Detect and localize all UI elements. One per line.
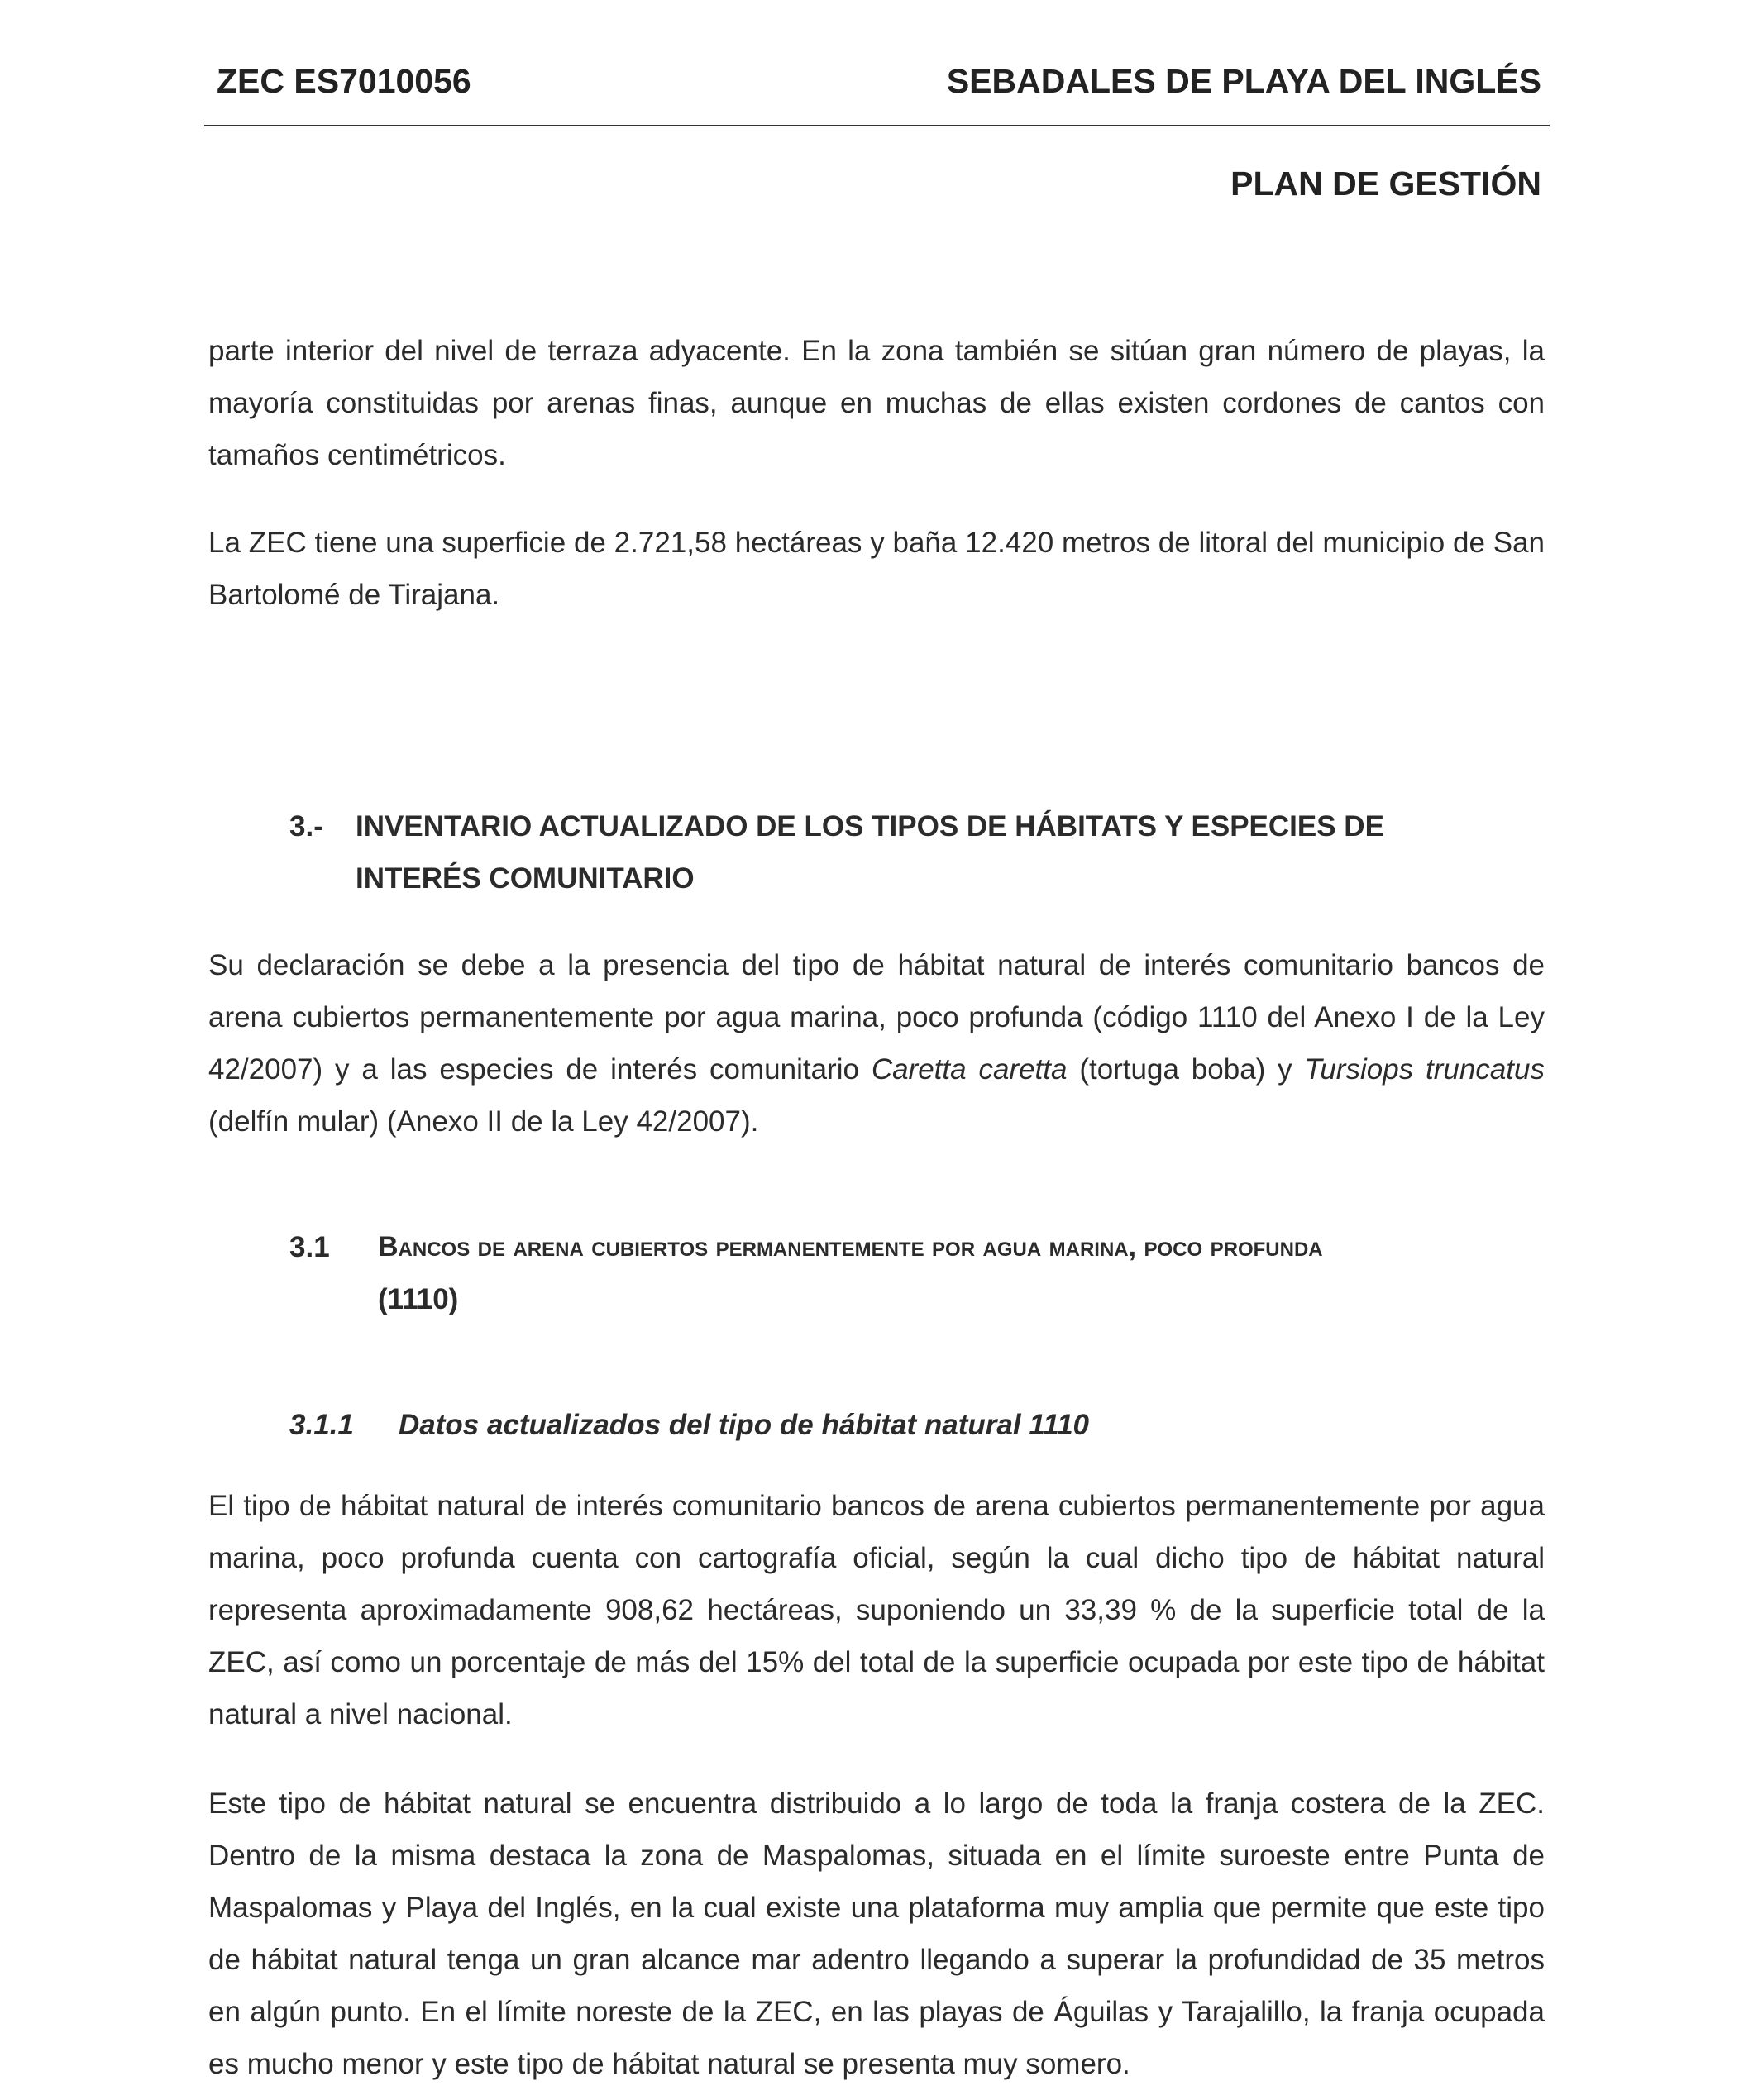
section-3-text-c: (delfín mular) (Anexo II de la Ley 42/2007). [208,1105,759,1138]
intro-paragraph-1: parte interior del nivel de terraza adyacente. En la zona también se sitúan gran número de playas, la mayoría constituidas por arenas finas, aunque en muchas de ellas existen cordones de cantos con tamaños centimétricos. [208,335,1545,471]
section-3-1-1-number: 3.1.1 [289,1409,354,1441]
header-code: ZEC ES7010056 [217,62,471,100]
section-3-1-number: 3.1 [289,1231,330,1263]
section-3-1-title-line-2: (1110) [378,1283,459,1315]
section-3-1-title-line-1: Bancos de arena cubiertos permanentemente por agua marina, poco profunda [378,1231,1323,1262]
section-3-1-1-title: Datos actualizados del tipo de hábitat natural 1110 [399,1409,1090,1441]
header-divider [204,125,1550,126]
section-3-title-line-2: INTERÉS COMUNITARIO [356,862,695,895]
header-title: SEBADALES DE PLAYA DEL INGLÉS [946,62,1541,100]
section-3-paragraph [208,939,1545,1148]
species-caretta: Caretta caretta [871,1053,1068,1086]
section-3-1-1-paragraph-1: El tipo de hábitat natural de interés comunitario bancos de arena cubiertos permanentemente por agua marina, poco profunda cuenta con cartografía oficial, según la cual dicho tipo de hábitat natural representa aproximadamente 908,62 hectáreas, suponiendo un 33,39 % de la superficie total de la ZEC, así como un porcentaje de más del 15% del total de la superficie ocupada por este tipo de hábitat natural a nivel nacional. [208,1490,1545,1730]
section-3-text-b: (tortuga boba) y [1067,1053,1305,1086]
section-3-text-a: Su declaración se debe a la presencia del tipo de hábitat natural de interés comunitario bancos de arena cubiertos permanentemente por agua marina, poco profunda (código 1110 del Anexo I de la Ley 42/2007) y a las especies de interés comunitario [208,949,1545,1086]
section-3-number: 3.- [289,810,323,842]
section-3-1-1-paragraph-2: Este tipo de hábitat natural se encuentra distribuido a lo largo de toda la franja costera de la ZEC. Dentro de la misma destaca la zona de Maspalomas, situada en el límite suroeste entre Punta de Maspalomas y Playa del Inglés, en la cual existe una plataforma muy amplia que permite que este tipo de hábitat natural tenga un gran alcance mar adentro llegando a superar la profundidad de 35 metros en algún punto. En el límite noreste de la ZEC, en las playas de Águilas y Tarajalillo, la franja ocupada es mucho menor y este tipo de hábitat natural se presenta muy somero. [208,1787,1545,2080]
intro-paragraph-2: La ZEC tiene una superficie de 2.721,58 hectáreas y baña 12.420 metros de litoral del municipio de San Bartolomé de Tirajana. [208,527,1545,611]
section-3-title-line-1: INVENTARIO ACTUALIZADO DE LOS TIPOS DE HÁBITATS Y ESPECIES DE [356,810,1384,842]
species-tursiops: Tursiops truncatus [1304,1053,1545,1086]
header-subtitle: PLAN DE GESTIÓN [1230,165,1541,203]
